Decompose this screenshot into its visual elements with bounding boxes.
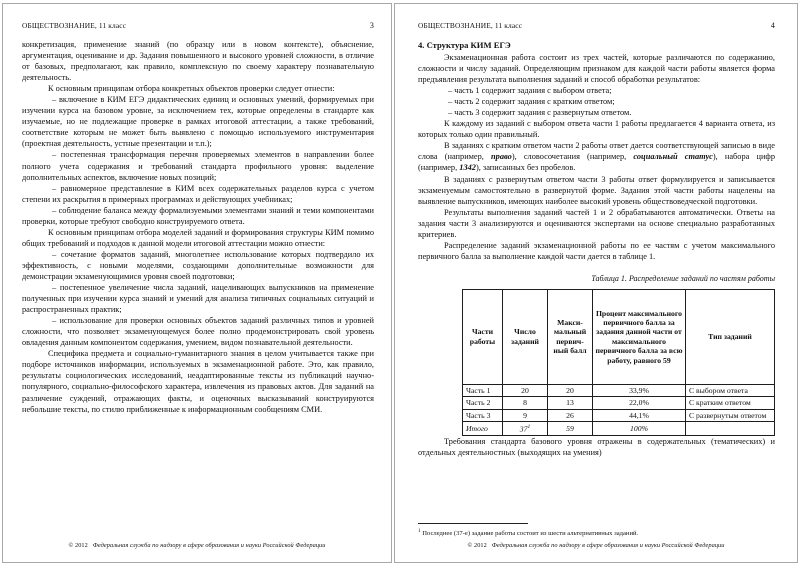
column-header-max-score: Макси-мальный первич-ный балл [548, 289, 593, 384]
table-row [463, 397, 775, 409]
footer-copyright: © 2012 [68, 542, 88, 549]
list-item: – включение в КИМ ЕГЭ дидактических единиц и основных умений, формируемых при изучении курса на базовом уровне, за исключением тех, которые определены в стандарте как изучаемые, но не подлежащие проверке в рамках итоговой аттестации, а также требований, соответствие которым не может быть выявлено с помощью используемого инструментария (проектная деятельность, устные презентации и т.п.); [22, 95, 374, 149]
cell-task-type: С развернутым ответом [686, 409, 775, 421]
page-number-right: 4 [770, 21, 775, 30]
list-item: – постепенное увеличение числа заданий, нацеливающих выпускников на применение полученных при изучении курса знаний и умений для анализа типичных социальных ситуаций и распространенных практик; [22, 283, 374, 315]
cell-task-type: С выбором ответа [686, 384, 775, 396]
list-item: – постепенная трансформация перечня проверяемых элементов в направлении более полного учета содержания и требований стандарта профильного уровня: выделение дополнительных аспектов, включение новых позиций; [22, 150, 374, 182]
paragraph: Результаты выполнения заданий частей 1 и 2 обрабатываются автоматически. Ответы на задания части 3 анализируются и оцениваются экспертами на основе специально разработанных критериев. [418, 207, 775, 239]
total-task-count-value: 37 [519, 424, 528, 434]
paragraph: К основным принципам отбора конкретных объектов проверки следует отнести: [48, 84, 335, 94]
table-caption-text: Распределение заданий по частям работы [628, 273, 775, 283]
footnote-text: Последнее (37-е) задание работы состоит из шести альтернативных заданий. [422, 530, 639, 537]
table-row [463, 409, 775, 421]
section-heading: 4. Структура КИМ ЕГЭ [418, 40, 511, 50]
footnote-marker: 1 [418, 527, 421, 534]
column-header-percent: Процент максимального первичного балла за задания данной части от максимального первичного балла за всю работу, равного 59 [593, 289, 686, 384]
cell-total-label: Итого [463, 422, 503, 436]
emphasis-term: социальный статус [633, 152, 713, 162]
cell-total-percent: 100% [593, 422, 686, 436]
cell-part: Часть 2 [463, 397, 503, 409]
list-item: – часть 1 содержит задания с выбором ответа; [448, 86, 612, 96]
table-caption [418, 274, 775, 284]
list-item: – равномерное представление в КИМ всех содержательных разделов курса с учетом степени их раскрытия в примерных программах и действующих учебниках; [22, 183, 374, 204]
table-total-row [463, 422, 775, 436]
paragraph: Распределение заданий экзаменационной работы по ее частям с учетом максимального первичного балла за выполнение каждой части дается в таблице 1. [418, 240, 775, 261]
running-header-left [22, 21, 374, 30]
cell-task-type: С кратким ответом [686, 397, 775, 409]
list-item: – использование для проверки основных объектов заданий различных типов и уровней сложности, что позволяет экзаменующемуся более полно продемонстрировать свой уровень овладения данным компонентом содержания, умением, видом познавательной деятельности. [22, 316, 374, 348]
footnote [418, 527, 775, 538]
cell-part: Часть 3 [463, 409, 503, 421]
text-run: ), словосочетания (например, [511, 152, 634, 162]
page-footer-right [395, 542, 797, 550]
text-run: ), набора цифр (например, [418, 152, 775, 173]
list-item: – часть 3 содержит задания с развернутым ответом. [448, 108, 632, 118]
table-row [463, 384, 775, 396]
cell-part: Часть 1 [463, 384, 503, 396]
list-item: – сочетание форматов заданий, многолетнее использование которых подтвердило их эффективность, с новыми моделями, создающими дополнительные возможности для демонстрации экзаменующимися уровня своей подготовки; [22, 249, 374, 281]
cell-max-score: 13 [548, 397, 593, 409]
footer-organization: Федеральная служба по надзору в сфере образования и науки Российской Федерации [491, 542, 725, 549]
cell-percent: 22,0% [593, 397, 686, 409]
paragraph: Специфика предмета и социально-гуманитарного знания в целом учитывается также при подборе источников информации, используемых в экзаменационной работе. Это, как правило, результаты социологических исследований, неадаптированные тексты из публикаций научно-популярного, социально-философского характера, извлечения из правовых актов. Для заданий на различение суждений, отражающих факты, и оценочных высказываний конструируются небольшие тексты, по стилю приближенные к информационным сообщениям СМИ. [22, 349, 374, 414]
table-header-row [463, 289, 775, 384]
running-header-right [418, 21, 775, 30]
cell-percent: 33,9% [593, 384, 686, 396]
page-footer-left [3, 542, 391, 550]
footnote-reference: 1 [527, 424, 531, 431]
list-item: – часть 2 содержит задания с кратким ответом; [448, 97, 615, 107]
paragraph: В заданиях с развернутым ответом части 3 работы ответ формулируется и записывается экзаменуемым самостоятельно в развернутой форме. Задания этой части работы нацелены на выявление выпускников, имеющих наиболее высокий уровень обществоведческой подготовки. [418, 174, 775, 206]
header-subject-right: ОБЩЕСТВОЗНАНИЕ, 11 класс [418, 21, 523, 30]
paragraph: конкретизация, применение знаний (по образцу или в новом контексте), объяснение, аргументация, оценивание и др. Задания повышенного и высокого уровней сложности, в отличие от базовых, предполагают, как правило, комплексную по своему характеру познавательную деятельность. [22, 40, 374, 83]
cell-percent: 44,1% [593, 409, 686, 421]
cell-total-task-type [686, 422, 775, 436]
paragraph-with-emphasis [418, 140, 775, 173]
footnote-separator [418, 523, 528, 524]
column-header-part: Части работы [463, 289, 503, 384]
page-number-left: 3 [369, 21, 374, 30]
footer-copyright: © 2012 [467, 542, 487, 549]
cell-max-score: 26 [548, 409, 593, 421]
cell-task-count: 9 [503, 409, 548, 421]
column-header-task-count: Число заданий [503, 289, 548, 384]
cell-task-count: 20 [503, 384, 548, 396]
page-left [2, 3, 392, 563]
paragraph: К основным принципам отбора моделей заданий и формирования структуры КИМ помимо общих требований и подходов к данной модели итоговой аттестации можно отнести: [22, 227, 374, 248]
paragraph: Экзаменационная работа состоит из трех частей, которые различаются по содержанию, сложности и числу заданий. Определяющим признаком для каждой части работы является форма предъявления результата выполнения заданий и способ обработки результатов: [418, 53, 775, 85]
table-caption-number: Таблица 1. [591, 273, 627, 283]
footer-organization: Федеральная служба по надзору в сфере образования и науки Российской Федерации [92, 542, 326, 549]
emphasis-term: право [491, 152, 512, 162]
distribution-table [462, 289, 775, 436]
paragraph: Требования стандарта базового уровня отражены в содержательных (тематических) и отдельных деятельностных (выходящих на умения) [418, 437, 775, 458]
footnote-block [418, 523, 775, 538]
text-run: В заданиях с кратким ответом части 2 работы ответ дается соответствующей записью в виде слова (например, [418, 141, 775, 162]
text-run: ), записанных без пробелов. [475, 163, 576, 173]
cell-task-count: 8 [503, 397, 548, 409]
emphasis-term: 1342 [459, 163, 476, 173]
page-right [394, 3, 798, 563]
column-header-task-type: Тип заданий [686, 289, 775, 384]
list-item: – соблюдение баланса между формализуемыми элементами знаний и теми компонентами проверки, которые требуют свободно конструируемого ответа. [22, 205, 374, 226]
cell-max-score: 20 [548, 384, 593, 396]
cell-total-max-score: 59 [548, 422, 593, 436]
paragraph: К каждому из заданий с выбором ответа части 1 работы предлагается 4 варианта ответа, из которых только один правильный. [418, 119, 775, 140]
cell-total-task-count [503, 422, 548, 436]
header-subject-left: ОБЩЕСТВОЗНАНИЕ, 11 класс [22, 21, 127, 30]
